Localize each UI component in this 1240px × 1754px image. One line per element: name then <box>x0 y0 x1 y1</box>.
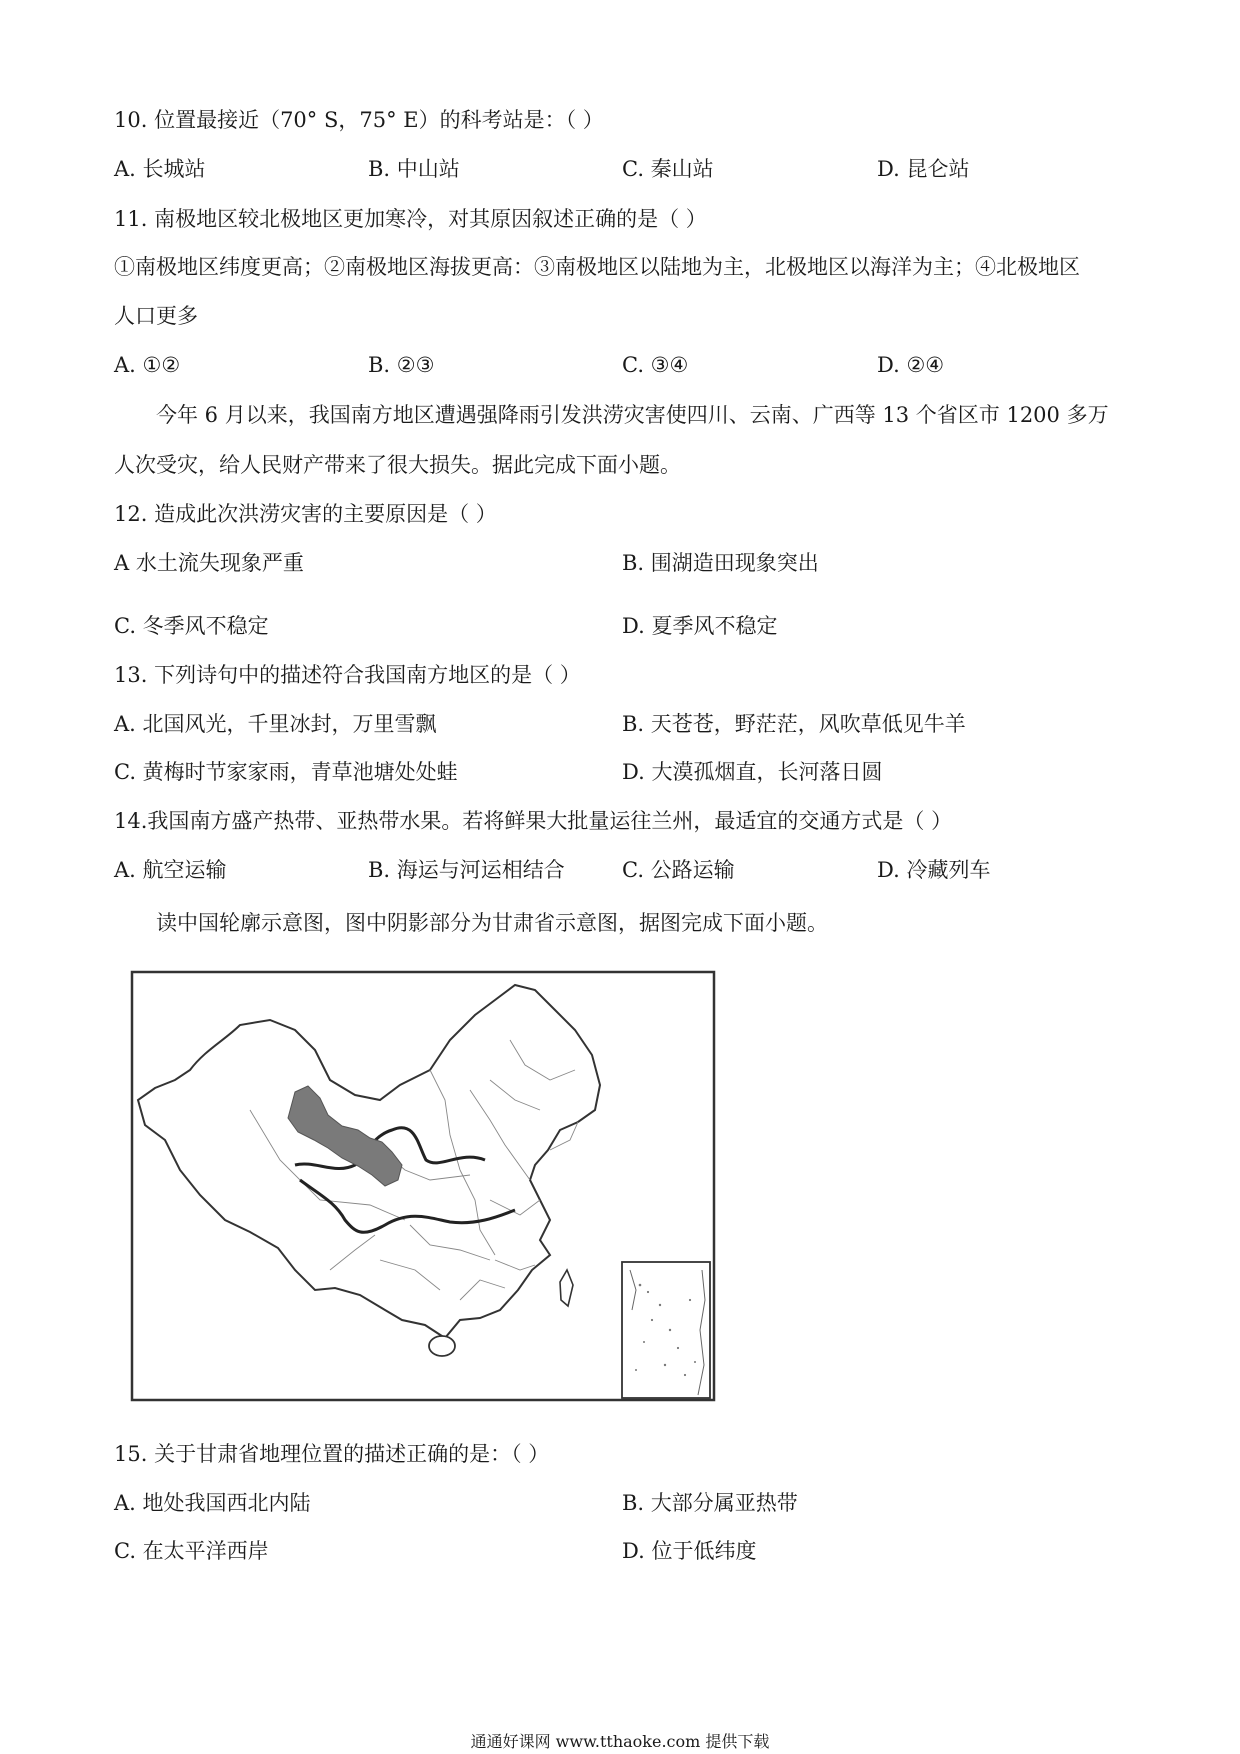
q10-option-d: D. 昆仑站 <box>877 157 970 181</box>
q15-option-d: D. 位于低纬度 <box>622 1539 757 1563</box>
south-china-sea-inset <box>622 1262 710 1398</box>
q11-option-a: A. ①② <box>114 353 181 377</box>
flood-passage-line1: 今年 6 月以来，我国南方地区遭遇强降雨引发洪涝灾害使四川、云南、广西等 13 个省区市 1200 多万 <box>156 403 1109 427</box>
flood-passage-line2: 人次受灾，给人民财产带来了很大损失。据此完成下面小题。 <box>114 453 681 477</box>
q12-stem: 12. 造成此次洪涝灾害的主要原因是（ ） <box>114 502 497 526</box>
q14-option-b: B. 海运与河运相结合 <box>368 858 565 882</box>
q14-option-d: D. 冷藏列车 <box>877 858 991 882</box>
q12-option-d: D. 夏季风不稳定 <box>622 614 778 638</box>
q12-option-a: A 水土流失现象严重 <box>114 551 304 575</box>
q10-option-c: C. 秦山站 <box>622 157 714 181</box>
q13-stem: 13. 下列诗句中的描述符合我国南方地区的是（ ） <box>114 663 581 687</box>
q13-option-a: A. 北国风光，千里冰封，万里雪飘 <box>114 712 437 736</box>
q11-statements-line1: ①南极地区纬度更高；②南极地区海拔更高：③南极地区以陆地为主，北极地区以海洋为主；④北极地区 <box>114 255 1080 279</box>
q13-option-c: C. 黄梅时节家家雨，青草池塘处处蛙 <box>114 760 458 784</box>
q14-option-c: C. 公路运输 <box>622 858 735 882</box>
q11-statements-line2: 人口更多 <box>114 304 198 328</box>
q14-option-a: A. 航空运输 <box>114 858 227 882</box>
q10-option-a: A. 长城站 <box>114 157 206 181</box>
q14-stem: 14.我国南方盛产热带、亚热带水果。若将鲜果大批量运往兰州，最适宜的交通方式是（ ） <box>114 809 953 833</box>
q15-option-c: C. 在太平洋西岸 <box>114 1539 269 1563</box>
map-passage: 读中国轮廓示意图，图中阴影部分为甘肃省示意图，据图完成下面小题。 <box>156 911 828 935</box>
q11-option-c: C. ③④ <box>622 353 689 377</box>
q15-stem: 15. 关于甘肃省地理位置的描述正确的是：（ ） <box>114 1442 550 1466</box>
q11-stem: 11. 南极地区较北极地区更加寒冷，对其原因叙述正确的是（ ） <box>114 207 707 231</box>
hainan-island <box>429 1336 455 1356</box>
q13-option-b: B. 天苍苍，野茫茫，风吹草低见牛羊 <box>622 712 966 736</box>
q15-option-a: A. 地处我国西北内陆 <box>114 1491 311 1515</box>
china-outline-map <box>130 970 722 1408</box>
q13-option-d: D. 大漠孤烟直，长河落日圆 <box>622 760 883 784</box>
q11-option-d: D. ②④ <box>877 353 945 377</box>
q15-option-b: B. 大部分属亚热带 <box>622 1491 798 1515</box>
q10-stem: 10. 位置最接近（70° S，75° E）的科考站是：（ ） <box>114 108 604 132</box>
q10-option-b: B. 中山站 <box>368 157 460 181</box>
q12-option-b: B. 围湖造田现象突出 <box>622 551 819 575</box>
q11-option-b: B. ②③ <box>368 353 435 377</box>
page-footer: 通通好课网 www.tthaoke.com 提供下载 <box>470 1732 770 1751</box>
q12-option-c: C. 冬季风不稳定 <box>114 614 269 638</box>
